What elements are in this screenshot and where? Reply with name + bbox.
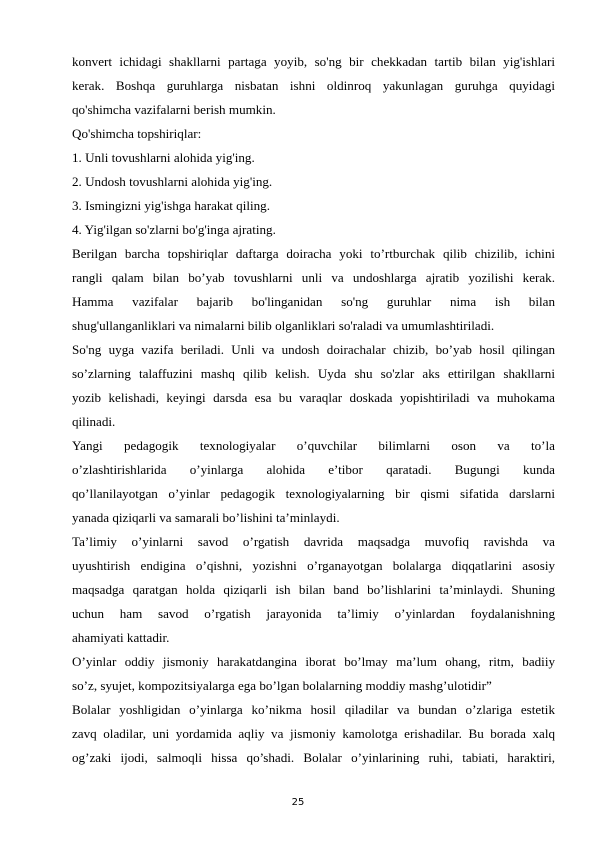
text-line: Qo'shimcha topshiriqlar:: [72, 126, 202, 141]
text-line: Hamma vazifalar bajarib bo'linganidan so'ng guruhlar nima ish bilan: [72, 294, 555, 309]
text-line: So'ng uyga vazifa beriladi. Unli va undosh doirachalar chizib, bo’yab hosil qilingan: [72, 342, 555, 357]
text-line: o’zlashtirishlarida o’yinlarga alohida e’tibor qaratadi. Bugungi kunda: [72, 462, 555, 477]
text-line: Ta’limiy o’yinlarni savod o’rgatish davrida maqsadga muvofiq ravishda va: [72, 534, 555, 549]
text-line: zavq oladilar, uni yordamida aqliy va jismoniy kamolotga erishadilar. Bu borada xalq: [72, 726, 555, 741]
text-line: Yangi pedagogik texnologiyalar o’quvchilar bilimlarni oson va to’la: [72, 438, 555, 453]
text-line: Bolalar yoshligidan o’yinlarga ko’nikma hosil qiladilar va bundan o’zlariga estetik: [72, 702, 555, 717]
text-line: Berilgan barcha topshiriqlar daftarga doiracha yoki to’rtburchak qilib chizilib, ichini: [72, 246, 555, 261]
text-line: yozib kelishadi, keyingi darsda esa bu varaqlar doskada yopishtiriladi va muhokama: [72, 390, 555, 405]
text-line: qilinadi.: [72, 414, 116, 429]
text-line: so’z, syujet, kompozitsiyalarga ega bo’lgan bolalarning moddiy mashg’ulotidir”: [72, 678, 492, 693]
text-line: yanada qiziqarli va samarali bo’lishini ta’minlaydi.: [72, 510, 340, 525]
text-line: ahamiyati kattadir.: [72, 630, 170, 645]
text-line: 2. Undosh tovushlarni alohida yig'ing.: [72, 174, 273, 189]
text-line: rangli qalam bilan bo’yab tovushlarni unli va undoshlarga ajratib yozilishi kerak.: [72, 270, 555, 285]
text-line: so’zlarning talaffuzini mashq qilib kelish. Uyda shu so'zlar aks ettirilgan shakllarni: [72, 366, 555, 381]
text-line: kerak. Boshqa guruhlarga nisbatan ishni oldinroq yakunlagan guruhga quyidagi: [72, 78, 555, 93]
text-line: qo’llanilayotgan o’yinlar pedagogik texnologiyalarning bir qismi sifatida darslarni: [72, 486, 555, 501]
text-line: shug'ullanganliklari va nimalarni bilib olganliklari so'raladi va umumlashtiriladi.: [72, 318, 495, 333]
page-body: [72, 50, 555, 770]
text-line: 1. Unli tovushlarni alohida yig'ing.: [72, 150, 255, 165]
text-line: og’zaki ijodi, salmoqli hissa qo’shadi. Bolalar o’yinlarining ruhi, tabiati, haraktiri,: [72, 750, 555, 765]
text-line: maqsadga qaratgan holda qiziqarli ish bilan band bo’lishlarini ta’minlaydi. Shuning: [72, 582, 555, 597]
text-line: uyushtirish endigina o’qishni, yozishni o’rganayotgan bolalarga diqqatlarini asosiy: [72, 558, 555, 573]
text-line: uchun ham savod o’rgatish jarayonida ta’limiy o’yinlardan foydalanishning: [72, 606, 555, 621]
text-line: O’yinlar oddiy jismoniy harakatdangina iborat bo’lmay ma’lum ohang, ritm, badiiy: [72, 654, 555, 669]
text-line: 3. Ismingizni yig'ishga harakat qiling.: [72, 198, 271, 213]
text-line: qo'shimcha vazifalarni berish mumkin.: [72, 102, 276, 117]
page-number: 25: [291, 797, 305, 808]
text-line: 4. Yig'ilgan so'zlarni bo'g'inga ajrating.: [72, 222, 276, 237]
text-line: konvert ichidagi shakllarni partaga yoyib, so'ng bir chekkadan tartib bilan yig'ishlari: [72, 54, 555, 69]
